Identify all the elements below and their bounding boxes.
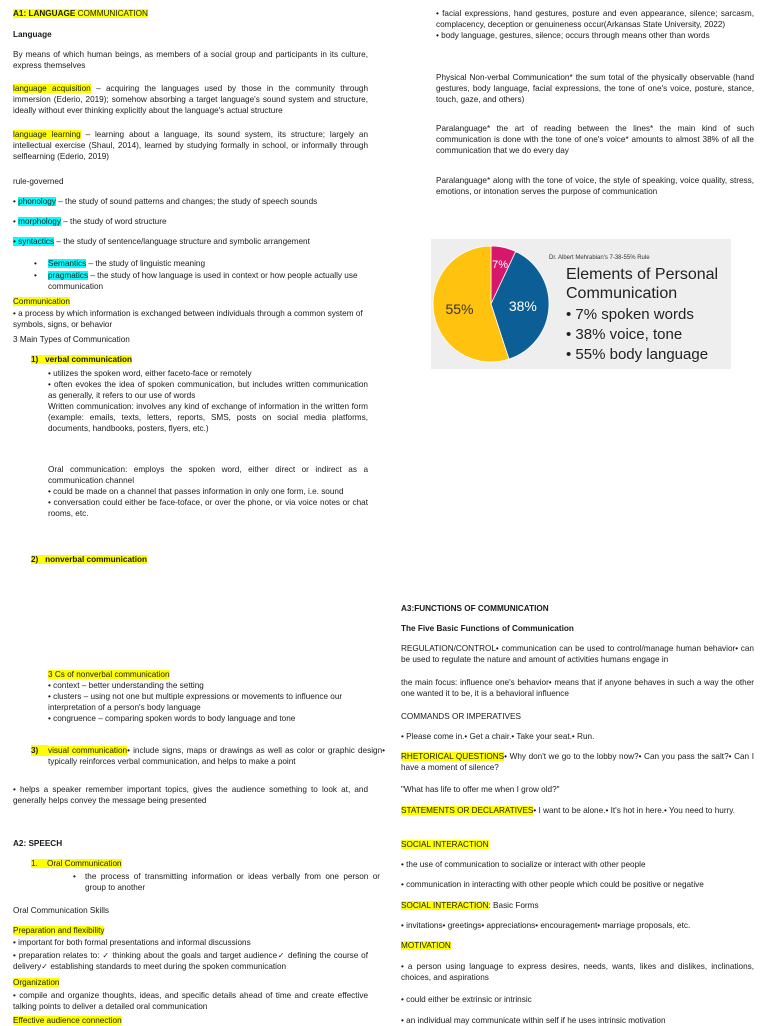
visual-item [31, 745, 385, 767]
oral-comm-heading [31, 858, 122, 869]
learning-def: – learning about a language, its sound system, its structure; largely an intellectual exercise (Shaul, 2014), learned by studying formally in school, or informally through selflearning (Ederio, 2019) [13, 130, 369, 161]
chart-credit: Dr. Albert Mehrabian's 7-38-55% Rule [549, 255, 650, 261]
three-types: 3 Main Types of Communication [13, 335, 130, 344]
phonology-term: phonology [18, 197, 56, 206]
phonology-bullet: • [13, 197, 19, 206]
legend-item-2: • 38% voice, tone [566, 326, 683, 343]
acquisition-paragraph [13, 83, 368, 116]
paralanguage-2: Paralanguage* along with the tone of voice, the style of speaking, voice quality, stress, emotions, or intonation serves the purpose of communication [436, 176, 754, 196]
a2-heading [13, 838, 62, 849]
legend-item-3: • 55% body language [566, 346, 709, 363]
a3-heading-text: A3:FUNCTIONS OF COMMUNICATION [401, 604, 549, 613]
rhetorical-def: • Why don't we go to the lobby now?• Can you pass the salt?• Can I have a moment of silence? [401, 752, 754, 772]
audience-label-text: Effective audience connection [13, 1016, 122, 1025]
oral-comm-num: 1. [31, 859, 38, 868]
grow-old-quote: "What has life to offer me when I grow old?" [401, 785, 560, 794]
motivation-bullet-1: • a person using language to express desires, needs, wants, likes and dislikes, inclinations, choices, and aspirations [401, 962, 754, 982]
commands-heading: COMMANDS OR IMPERATIVES [401, 712, 521, 721]
prep-bullet-2: • preparation relates to: ✓ thinking about the goals and target audience✓ defining the course of delivery✓ establishing standards to meet during the spoken communication [13, 951, 368, 971]
org-label-text: Organization [13, 978, 60, 987]
statements-item [401, 805, 754, 816]
a3-heading [401, 603, 549, 614]
pie-label-body-language: 55% [445, 300, 474, 317]
syntactics-def: – the study of sentence/language structure and symbolic arrangement [54, 237, 310, 246]
statements-label: STATEMENTS OR DECLARATIVES [401, 806, 534, 815]
verbal-heading [31, 354, 132, 365]
five-basic-heading [401, 623, 574, 634]
semantics-def: – the study of linguistic meaning [86, 259, 206, 268]
verbal-label: verbal communication [45, 355, 133, 364]
oral-comm-def: the process of transmitting information or ideas verbally from one person or group to another [85, 872, 380, 892]
morphology-term: morphology [18, 217, 61, 226]
communication-label-text: Communication [13, 297, 70, 306]
motivation-label: MOTIVATION [401, 941, 451, 950]
social-bullet-2: • communication in interacting with other people which could be positive or negative [401, 880, 704, 889]
pragmatics-term: pragmatics [48, 271, 89, 280]
pragmatics-item: • pragmatics – the study of how language is used in context or how people actually use communication [34, 271, 358, 291]
written-comm: Written communication: involves any kind of exchange of information in the written form (example: emails, texts, letters, reports, SMS, posts on social media platforms, documents, handbooks, posters, flyers, etc.) [48, 402, 368, 433]
nonverbal-top-bullet-1: • facial expressions, hand gestures, posture and even appearance, silence; sarcasm, complacency, deception or genuineness occur(Arkansas State University, 2022) [436, 9, 754, 29]
chart-title-line1: Elements of Personal [566, 266, 719, 283]
social-forms-rest: : Basic Forms [488, 901, 539, 910]
morphology-def: – the study of word structure [60, 217, 167, 226]
communication-def: • a process by which information is exchanged between individuals through a common system of symbols, signs, or behavior [13, 309, 363, 329]
phonology-def: – the study of sound patterns and changes; the study of speech sounds [55, 197, 318, 206]
audience-label [13, 1015, 122, 1026]
oral-comm-label: Oral Communication [46, 859, 122, 868]
org-bullet-1: • compile and organize thoughts, ideas, and specific details ahead of time and create effective talking points to deliver a detailed oral communication [13, 991, 368, 1011]
social-forms-list: • invitations• greetings• appreciations• encouragement• marriage proposals, etc. [401, 921, 691, 930]
oral-block [48, 464, 368, 519]
semantics-item: • Semantics – the study of linguistic meaning [34, 259, 206, 268]
learning-term: language learning [13, 130, 81, 139]
oral-bullet-2: • conversation could either be face-toface, or over the phone, or via voice notes or chat rooms, etc. [48, 498, 368, 518]
prep-label-text: Preparation and flexibility [13, 926, 105, 935]
morphology-item [13, 216, 167, 227]
regulation: REGULATION/CONTROL• communication can be used to control/manage human behavior• can be used to regulate the nature and amount of activities humans engage in [401, 644, 754, 664]
verbal-block [48, 368, 368, 434]
rhetorical-item [401, 751, 754, 773]
prep-bullet-1: • important for both formal presentations and informal discussions [13, 938, 251, 947]
nonverbal-label: nonverbal communication [45, 555, 148, 564]
pie-chart-svg [431, 239, 731, 369]
syntactics-item [13, 236, 310, 247]
rhetorical-label: RHETORICAL QUESTIONS [401, 752, 505, 761]
a1-heading [13, 8, 148, 19]
oral-bullet-1: • could be made on a channel that passes information in only one form, i.e. sound [48, 487, 344, 496]
physical-nonverbal: Physical Non-verbal Communication* the sum total of the physically observable (hand gestures, body language, facial expressions, the tone of one's voice, posture, stance, touch, gaze, and others) [436, 73, 754, 104]
acquisition-def: – acquiring the languages used by those in the community through immersion (Ederio, 2019); somehow absorbing a target language's sound system and structure, ideally without ever thinking explicitly about the language's actual structure [13, 84, 368, 115]
paralanguage-1: Paralanguage* the art of reading between the lines* the main kind of such communication is done with the tone of one's voice* amounts to almost 38% of all the communication that we do every day [436, 124, 754, 155]
cs-bullet-1: • context – better understanding the setting [48, 681, 204, 690]
verbal-bullet-2: • often evokes the idea of spoken communication, but includes written communication as generally, it refers to our use of words [48, 380, 368, 400]
language-def: By means of which human beings, as members of a social group and participants in its culture, express themselves [13, 50, 368, 70]
oral-comm: Oral communication: employs the spoken word, either direct or indirect as a communication channel [48, 465, 368, 485]
oral-comm-def-item: • the process of transmitting information or ideas verbally from one person or group to another [73, 872, 380, 892]
visual-def: • include signs, maps or drawings as well as color or graphic design• typically reinforces verbal communication, and helps to make a point [48, 746, 385, 766]
prep-label [13, 925, 104, 936]
verbal-bullet-1: • utilizes the spoken word, either faceto-face or remotely [48, 369, 252, 378]
mehrabian-chart [431, 239, 731, 369]
three-cs-heading: 3 Cs of nonverbal communication [48, 670, 170, 679]
nonverbal-top-bullets [436, 8, 754, 41]
visual-label: visual communication [48, 746, 128, 755]
syntactics-term: • syntactics [13, 237, 55, 246]
statements-def: • I want to be alone.• It's hot in here.• You need to hurry. [533, 806, 736, 815]
visual-num: 3) [31, 746, 39, 755]
nonverbal-top-bullet-2: • body language, gestures, silence; occurs through means other than words [436, 31, 710, 40]
pie-label-spoken-words: 7% [492, 259, 509, 272]
motivation-heading [401, 940, 451, 951]
semantics-term: Semantics [48, 259, 87, 268]
motivation-bullet-2: • could either be extrinsic or intrinsic [401, 995, 532, 1004]
a1-heading-prefix: A1: LANGUAGE [13, 9, 76, 18]
social-bullet-1: • the use of communication to socialize or interact with other people [401, 860, 646, 869]
verbal-num: 1) [31, 355, 39, 364]
pie-label-voice-tone: 38% [508, 298, 537, 315]
communication-label [13, 296, 70, 307]
social-interaction-heading [401, 839, 489, 850]
a2-heading-text: A2: SPEECH [13, 839, 63, 848]
learning-paragraph [13, 129, 368, 162]
main-focus: the main focus: influence one's behavior• means that if anyone behaves in such a way the other one wanted it to be, it is a behavioral influence [401, 678, 754, 698]
visual-bullet: • helps a speaker remember important topics, gives the audience something to look at, and generally helps convey the message being presented [13, 785, 368, 805]
social-forms-heading [401, 900, 539, 911]
nonverbal-heading [31, 554, 147, 565]
language-label-text: Language [13, 30, 52, 39]
social-forms-label: SOCIAL INTERACTION [401, 901, 489, 910]
five-basic-text: The Five Basic Functions of Communication [401, 624, 574, 633]
chart-title-line2: Communication [566, 285, 678, 302]
nonverbal-num: 2) [31, 555, 39, 564]
cs-bullet-3: • congruence – comparing spoken words to body language and tone [48, 714, 296, 723]
motivation-bullet-3: • an individual may communicate within self if he uses intrinsic motivation [401, 1016, 666, 1025]
phonology-item [13, 196, 317, 207]
social-interaction-label: SOCIAL INTERACTION [401, 840, 489, 849]
rule-governed: rule-governed [13, 177, 64, 186]
morphology-bullet: • [13, 217, 19, 226]
skills-heading: Oral Communication Skills [13, 906, 110, 915]
language-label [13, 29, 52, 40]
three-cs-block [48, 669, 368, 724]
org-label [13, 977, 59, 988]
a1-heading-suffix: COMMUNICATION [75, 9, 148, 18]
legend-item-1: • 7% spoken words [566, 306, 694, 323]
commands-examples: • Please come in.• Get a chair.• Take your seat.• Run. [401, 732, 595, 741]
pragmatics-def: – the study of how language is used in context or how people actually use communication [48, 271, 358, 291]
cs-bullet-2: • clusters – using not one but multiple expressions or movements to influence our interpretation of a person's body language [48, 692, 343, 712]
acquisition-term: language acquisition [13, 84, 91, 93]
